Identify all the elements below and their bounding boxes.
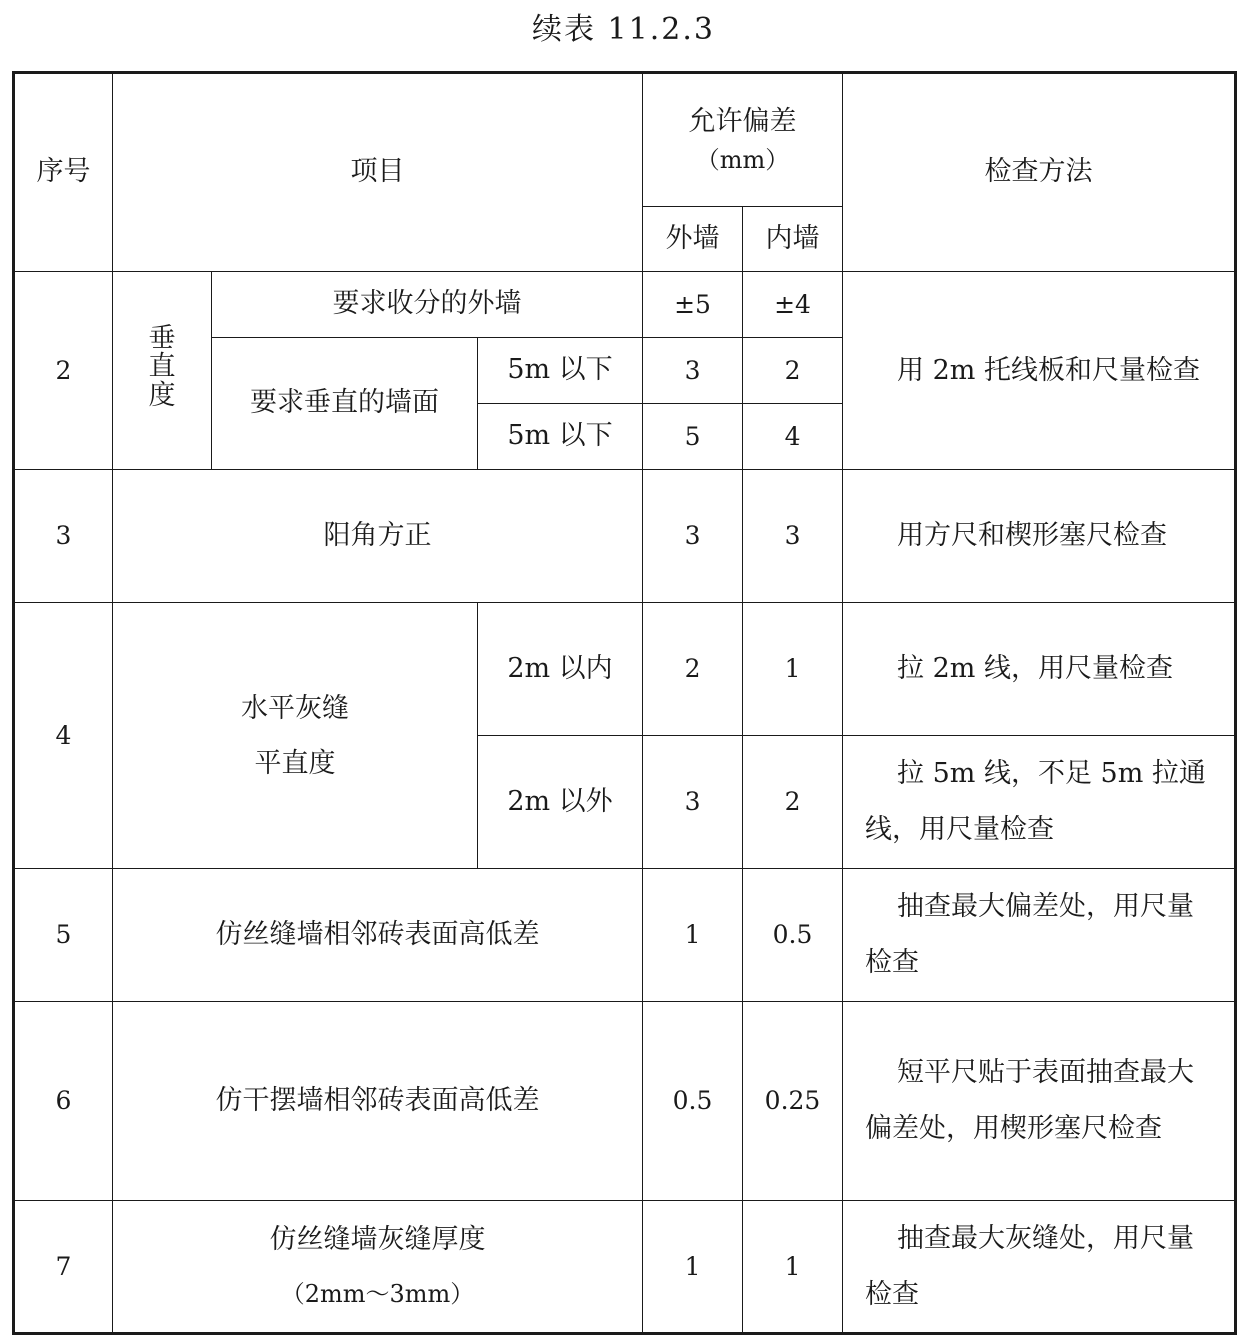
row-4a-method-text: 拉 2m 线，用尺量检查 (897, 653, 1173, 684)
row-2-method-text: 用 2m 托线板和尺量检查 (897, 354, 1200, 386)
row-5-inner: 0.5 (743, 869, 843, 1002)
row-2b2-outer: 5 (643, 404, 743, 470)
header-tolerance (643, 73, 843, 207)
row-7-item-line1: 仿丝缝墙灰缝厚度 (269, 1223, 486, 1255)
header-method: 检查方法 (843, 73, 1236, 272)
row-2a-outer: ±5 (643, 272, 743, 338)
header-inner: 内墙 (743, 207, 843, 272)
row-4a-sub: 2m 以内 (478, 603, 643, 736)
row-3-seq: 3 (14, 470, 113, 603)
row-3-method (843, 470, 1236, 603)
row-6-method-text: 短平尺贴于表面抽查最大偏差处，用楔形塞尺检查 (865, 1057, 1195, 1144)
row-4-item-line1: 水平灰缝 (241, 692, 349, 724)
header-outer: 外墙 (643, 207, 743, 272)
row-4b-outer: 3 (643, 736, 743, 869)
row-6-seq: 6 (14, 1002, 113, 1201)
row-4a-method (843, 603, 1236, 736)
row-2-method (843, 272, 1236, 470)
header-seq: 序号 (14, 73, 113, 272)
row-7-method-text: 抽查最大灰缝处，用尺量检查 (865, 1222, 1195, 1310)
row-2a-inner: ±4 (743, 272, 843, 338)
row-6-method (843, 1002, 1236, 1201)
row-5-item: 仿丝缝墙相邻砖表面高低差 (113, 869, 643, 1002)
row-3-outer: 3 (643, 470, 743, 603)
row-2b1-sub: 5m 以下 (478, 338, 643, 404)
row-4b-method (843, 736, 1236, 869)
row-2-group (113, 272, 212, 470)
row-5-method (843, 869, 1236, 1002)
row-2a-item: 要求收分的外墙 (212, 272, 643, 338)
row-2-group-label: 垂直度 (148, 322, 176, 411)
table-row (14, 1002, 1236, 1201)
deviation-table (12, 71, 1237, 1335)
table-row (14, 1201, 1236, 1334)
row-7-seq: 7 (14, 1201, 113, 1334)
row-4b-sub: 2m 以外 (478, 736, 643, 869)
row-2b1-outer: 3 (643, 338, 743, 404)
row-7-outer: 1 (643, 1201, 743, 1334)
table-row (14, 272, 1236, 338)
row-7-item (113, 1201, 643, 1334)
row-5-outer: 1 (643, 869, 743, 1002)
row-2-seq: 2 (14, 272, 113, 470)
row-7-item-line2: （2mm～3mm） (280, 1279, 475, 1308)
row-4b-method-text: 拉 5m 线，不足 5m 拉通线，用尺量检查 (865, 758, 1206, 845)
row-4-item (113, 603, 478, 869)
row-4-seq: 4 (14, 603, 113, 869)
header-item: 项目 (113, 73, 643, 272)
row-2b2-inner: 4 (743, 404, 843, 470)
header-tolerance-label: 允许偏差 (688, 105, 797, 137)
table-row (14, 869, 1236, 1002)
row-6-outer: 0.5 (643, 1002, 743, 1201)
row-5-seq: 5 (14, 869, 113, 1002)
header-tolerance-unit: （mm） (695, 146, 790, 175)
table-title: 续表 11.2.3 (532, 12, 715, 47)
row-2b1-inner: 2 (743, 338, 843, 404)
row-4b-inner: 2 (743, 736, 843, 869)
row-6-inner: 0.25 (743, 1002, 843, 1201)
row-2b-item: 要求垂直的墙面 (212, 338, 478, 470)
row-4a-outer: 2 (643, 603, 743, 736)
header-row (14, 73, 1236, 207)
row-7-method (843, 1201, 1236, 1334)
row-4-item-line2: 平直度 (254, 747, 336, 779)
table-row (14, 470, 1236, 603)
row-6-item: 仿干摆墙相邻砖表面高低差 (113, 1002, 643, 1201)
row-3-item: 阳角方正 (113, 470, 643, 603)
row-4a-inner: 1 (743, 603, 843, 736)
row-3-inner: 3 (743, 470, 843, 603)
row-5-method-text: 抽查最大偏差处，用尺量检查 (865, 891, 1195, 978)
table-row (14, 603, 1236, 736)
row-7-inner: 1 (743, 1201, 843, 1334)
row-3-method-text: 用方尺和楔形塞尺检查 (897, 520, 1168, 551)
row-2b2-sub: 5m 以下 (478, 404, 643, 470)
